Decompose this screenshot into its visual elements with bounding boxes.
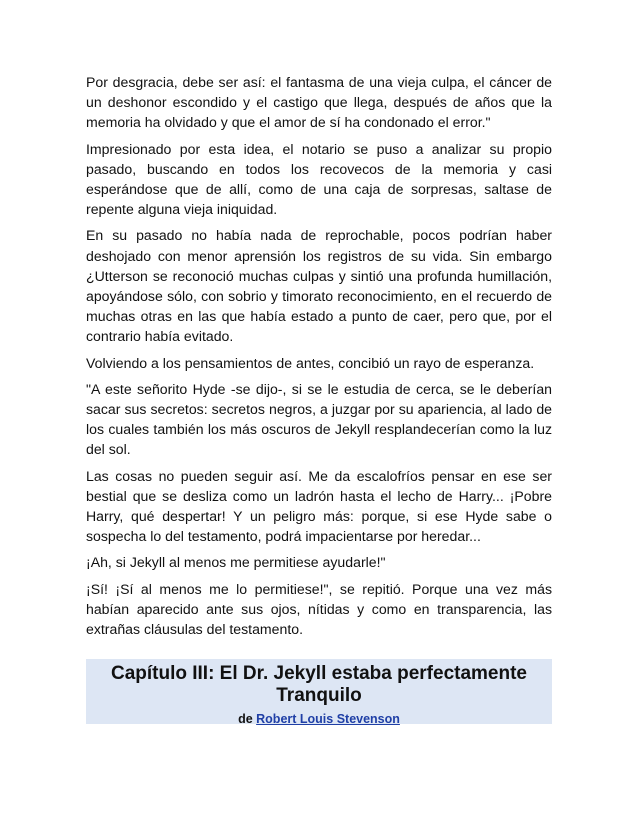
document-body: [86, 72, 552, 645]
byline-prefix: de: [238, 712, 253, 726]
chapter-header-box: [86, 659, 552, 724]
paragraph-1: Por desgracia, debe ser así: el fantasma de una vieja culpa, el cáncer de un deshonor escondido y el castigo que llega, después de años que la memoria ha olvidado y que el amor de sí ha condonado el error.": [86, 74, 552, 131]
paragraph-7: ¡Ah, si Jekyll al menos me permitiese ayudarle!": [86, 554, 386, 571]
paragraph-6: Las cosas no pueden seguir así. Me da escalofríos pensar en ese ser bestial que se desliza como un ladrón hasta el lecho de Harry... ¡Pobre Harry, qué despertar! Y un peligro más: porque, si ese Hyde sabe o sospecha lo del testamento, podrá impacientarse por heredar...: [86, 467, 552, 545]
paragraph-5: "A este señorito Hyde -se dijo-, si se le estudia de cerca, se le deberían sacar sus secretos: secretos negros, a juzgar por su apariencia, al lado de los cuales también los más oscuros de Jekyll resplandecerían como la luz del sol.: [86, 380, 552, 458]
paragraph-8: ¡Sí! ¡Sí al menos me lo permitiese!", se repitió. Porque una vez más habían aparecido ante sus ojos, nítidas y como en transparencia, las extrañas cláusulas del testamento.: [86, 580, 552, 638]
paragraph-4: Volviendo a los pensamientos de antes, concibió un rayo de esperanza.: [86, 354, 535, 371]
author-link[interactable]: Robert Louis Stevenson: [256, 712, 400, 726]
paragraph-2: Impresionado por esta idea, el notario se puso a analizar su propio pasado, buscando en todos los recovecos de la memoria y casi esperándose que de allí, como de una caja de sorpresas, saltase de repente alguna vieja iniquidad.: [86, 140, 552, 218]
paragraph-3: En su pasado no había nada de reprochable, pocos podrían haber deshojado con menor aprensión los registros de su vida. Sin embargo ¿Utterson se reconoció muchas culpas y sintió una profunda humillación, apoyándose sólo, con sobrio y timorato reconocimiento, en el recuerdo de muchas otras en las que había estado a punto de caer, pero que, por el contrario había evitado.: [86, 227, 552, 345]
author-byline: [86, 711, 552, 727]
chapter-title: Capítulo III: El Dr. Jekyll estaba perfectamente Tranquilo: [110, 663, 528, 706]
